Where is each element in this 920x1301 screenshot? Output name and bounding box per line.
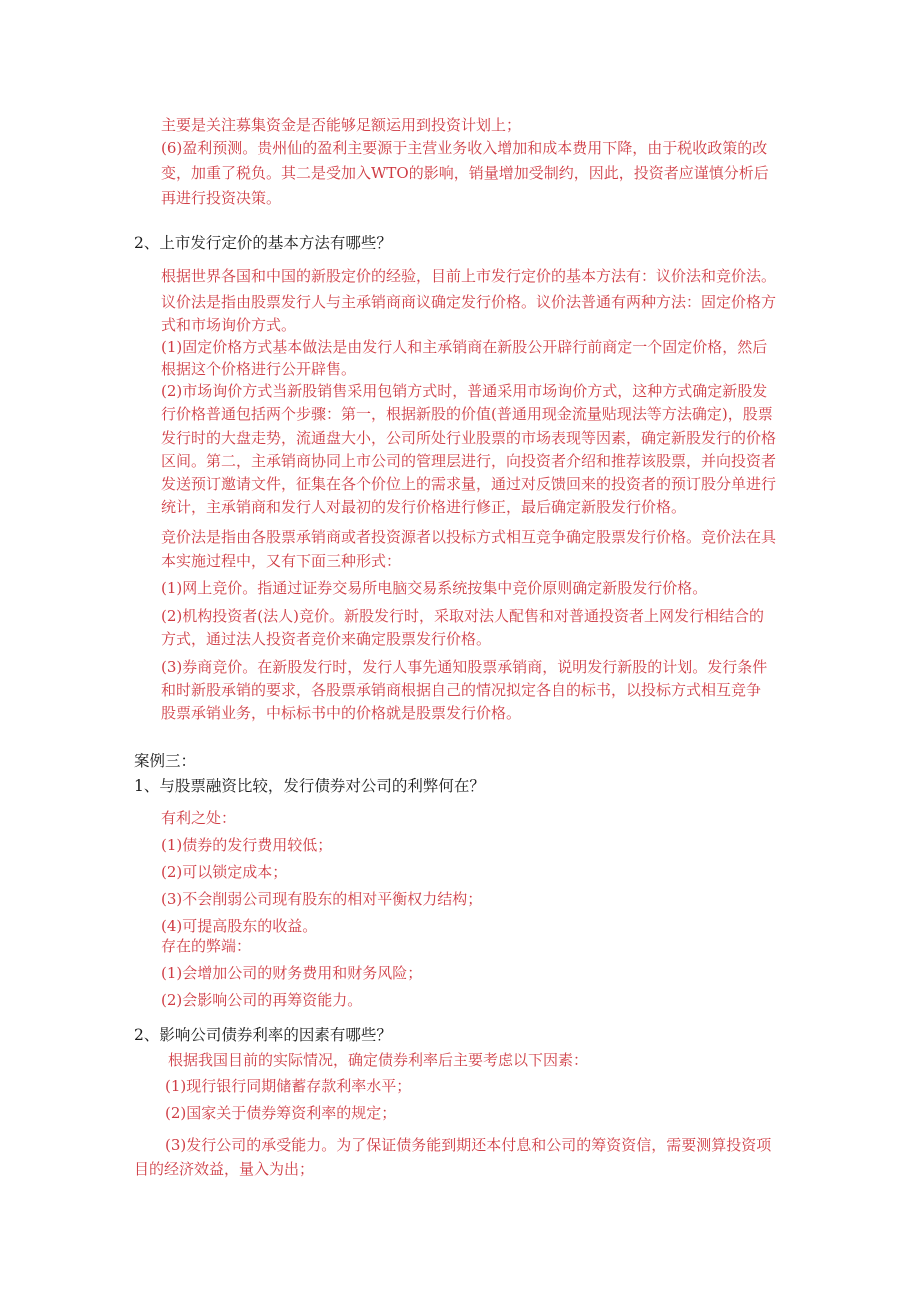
case3-question-2: 2、影响公司债券利率的因素有哪些？ bbox=[134, 1026, 392, 1044]
fixed-price-line-1: (1)固定价格方式基本做法是由发行人和主承销商在新股公开辟行前商定一个固定价格，然后 bbox=[161, 338, 768, 356]
item6-line-3: 再进行投资决策。 bbox=[161, 189, 282, 207]
question-2-heading: 2、上市发行定价的基本方法有哪些？ bbox=[134, 234, 392, 252]
market-inquiry-line-2: 行价格普通包括两个步骤：第一，根据新股的价值(普通用现金流量贴现法等方法确定)，股票 bbox=[161, 405, 773, 423]
pros-item-2: (2)可以锁定成本； bbox=[161, 863, 288, 881]
auction-online: (1)网上竞价。指通过证券交易所电脑交易系统按集中竞价原则确定新股发行价格。 bbox=[161, 579, 708, 597]
market-inquiry-line-5: 发送预订邀请文件，征集在各个价位上的需求量，通过对反馈回来的投资者的预订股分单进行 bbox=[161, 475, 777, 493]
factor-item-1: (1)现行银行同期储蓄存款利率水平； bbox=[165, 1077, 412, 1095]
factor-item-2: (2)国家关于债券筹资利率的规定； bbox=[165, 1104, 397, 1122]
pros-item-1: (1)债券的发行费用较低； bbox=[161, 836, 333, 854]
cons-label: 存在的弊端： bbox=[161, 937, 252, 955]
auction-institution-line-1: (2)机构投资者(法人)竞价。新股发行时，采取对法人配售和对普通投资者上网发行相结合的 bbox=[161, 607, 764, 625]
auction-line-1: 竞价法是指由各股票承销商或者投资源者以投标方式相互竞争确定股票发行价格。竞价法在具 bbox=[161, 528, 777, 546]
factor-3-line-2: 目的经济效益，量入为出； bbox=[134, 1160, 315, 1178]
market-inquiry-line-3: 发行时的大盘走势，流通盘大小，公司所处行业股票的市场表现等因素，确定新股发行的价格 bbox=[161, 429, 777, 447]
pros-item-3: (3)不会削弱公司现有股东的相对平衡权力结构； bbox=[161, 890, 483, 908]
cons-item-1: (1)会增加公司的财务费用和财务风险； bbox=[161, 964, 423, 982]
case-3-heading: 案例三： bbox=[134, 752, 197, 770]
auction-line-2: 本实施过程中，又有下面三种形式： bbox=[161, 552, 402, 570]
fixed-price-line-2: 根据这个价格进行公开辟售。 bbox=[161, 360, 357, 378]
market-inquiry-line-4: 区间。第二，主承销商协同上市公司的管理层进行，向投资者介绍和推荐该股票，并向投资者 bbox=[161, 452, 777, 470]
factor-3-line-1: (3)发行公司的承受能力。为了保证债务能到期还本付息和公司的筹资资信，需要测算投资项 bbox=[165, 1136, 772, 1154]
pros-item-4: (4)可提高股东的收益。 bbox=[161, 917, 318, 935]
item6-line-2: 变，加重了税负。其二是受加入WTO的影响，销量增加受制约，因此，投资者应谨慎分析后 bbox=[161, 164, 769, 182]
negotiation-line-1: 议价法是指由股票发行人与主承销商商议确定发行价格。议价法普通有两种方法：固定价格方 bbox=[161, 293, 777, 311]
auction-broker-line-3: 股票承销业务，中标标书中的价格就是股票发行价格。 bbox=[161, 704, 522, 722]
q2-intro: 根据世界各国和中国的新股定价的经验，目前上市发行定价的基本方法有：议价法和竞价法。 bbox=[161, 267, 777, 285]
market-inquiry-line-1: (2)市场询价方式当新股销售采用包销方式时，普通采用市场询价方式，这种方式确定新股发 bbox=[161, 382, 768, 400]
case3-question-1: 1、与股票融资比较，发行债券对公司的利弊何在？ bbox=[134, 777, 485, 795]
auction-broker-line-1: (3)券商竞价。在新股发行时，发行人事先通知股票承销商，说明发行新股的计划。发行条件 bbox=[161, 658, 768, 676]
case3-q2-intro: 根据我国目前的实际情况，确定债券利率后主要考虑以下因素： bbox=[168, 1051, 589, 1069]
auction-institution-line-2: 方式，通过法人投资者竞价来确定股票发行价格。 bbox=[161, 630, 492, 648]
cons-item-2: (2)会影响公司的再筹资能力。 bbox=[161, 991, 363, 1009]
intro-line-1: 主要是关注募集资金是否能够足额运用到投资计划上； bbox=[161, 116, 522, 134]
auction-broker-line-2: 和时新股承销的要求，各股票承销商根据自己的情况拟定各自的标书，以投标方式相互竞争 bbox=[161, 681, 762, 699]
negotiation-line-2: 式和市场询价方式。 bbox=[161, 316, 297, 334]
pros-label: 有利之处： bbox=[161, 809, 237, 827]
item6-line-1: (6)盈利预测。贵州仙的盈利主要源于主营业务收入增加和成本费用下降，由于税收政策的改 bbox=[161, 139, 768, 157]
market-inquiry-line-6: 统计，主承销商和发行人对最初的发行价格进行修正，最后确定新股发行价格。 bbox=[161, 498, 687, 516]
